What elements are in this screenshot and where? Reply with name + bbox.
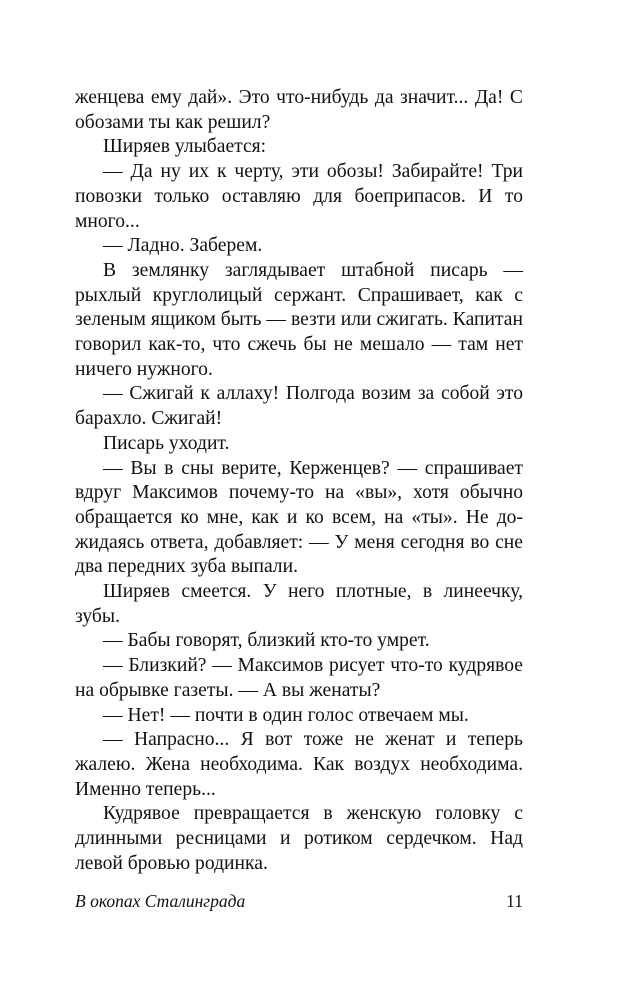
paragraph: — Напрасно... Я вот тоже не женат и теперь жалею. Жена необходима. Как воздух необходима. Именно теперь... bbox=[75, 729, 523, 800]
running-title: В окопах Сталинграда bbox=[75, 891, 246, 911]
page-footer bbox=[75, 889, 523, 913]
paragraph: В землянку заглядывает штабной писарь — рыхлый круглолицый сержант. Спрашивает, как с зеленым ящиком быть — везти или сжигать. Капитан говорил как-то, что сжечь бы не мешало — там нет ничего нужного. bbox=[75, 259, 523, 380]
paragraph: Ширяев смеется. У него плотные, в линеечку, зубы. bbox=[75, 581, 523, 627]
paragraph: — Ладно. Заберем. bbox=[103, 235, 263, 257]
page-text bbox=[75, 86, 523, 877]
page-number: 11 bbox=[506, 891, 523, 911]
paragraph: — Нет! — почти в один голос отвечаем мы. bbox=[103, 704, 469, 726]
paragraph: женцева ему дай». Это что-нибудь да значит... Да! С обозами ты как решил? bbox=[75, 87, 523, 133]
paragraph: — Да ну их к черту, эти обозы! Забирайте! Три повозки только оставляю для боеприпасов. И то много... bbox=[75, 161, 523, 232]
paragraph: — Сжигай к аллаху! Полгода возим за собой это барахло. Сжигай! bbox=[75, 383, 523, 430]
paragraph: — Близкий? — Максимов рисует что-то кудрявое на обрывке газеты. — А вы женаты? bbox=[75, 655, 523, 701]
paragraph: Кудрявое превращается в женскую головку с длинными ресницами и ротиком сердечком. Над левой бровью родинка. bbox=[75, 803, 523, 874]
paragraph: Ширяев улыбается: bbox=[103, 136, 267, 158]
paragraph: — Вы в сны верите, Керженцев? — спрашивает вдруг Максимов почему-то на «вы», хотя обычно обращается ко мне, как и ко всем, на «ты». Не дожидаясь ответа, добавляет: — У меня сегодня во сне два передних зуба выпали. bbox=[75, 457, 523, 578]
paragraph: — Бабы говорят, близкий кто-то умрет. bbox=[103, 630, 430, 652]
paragraph: Писарь уходит. bbox=[103, 432, 230, 454]
